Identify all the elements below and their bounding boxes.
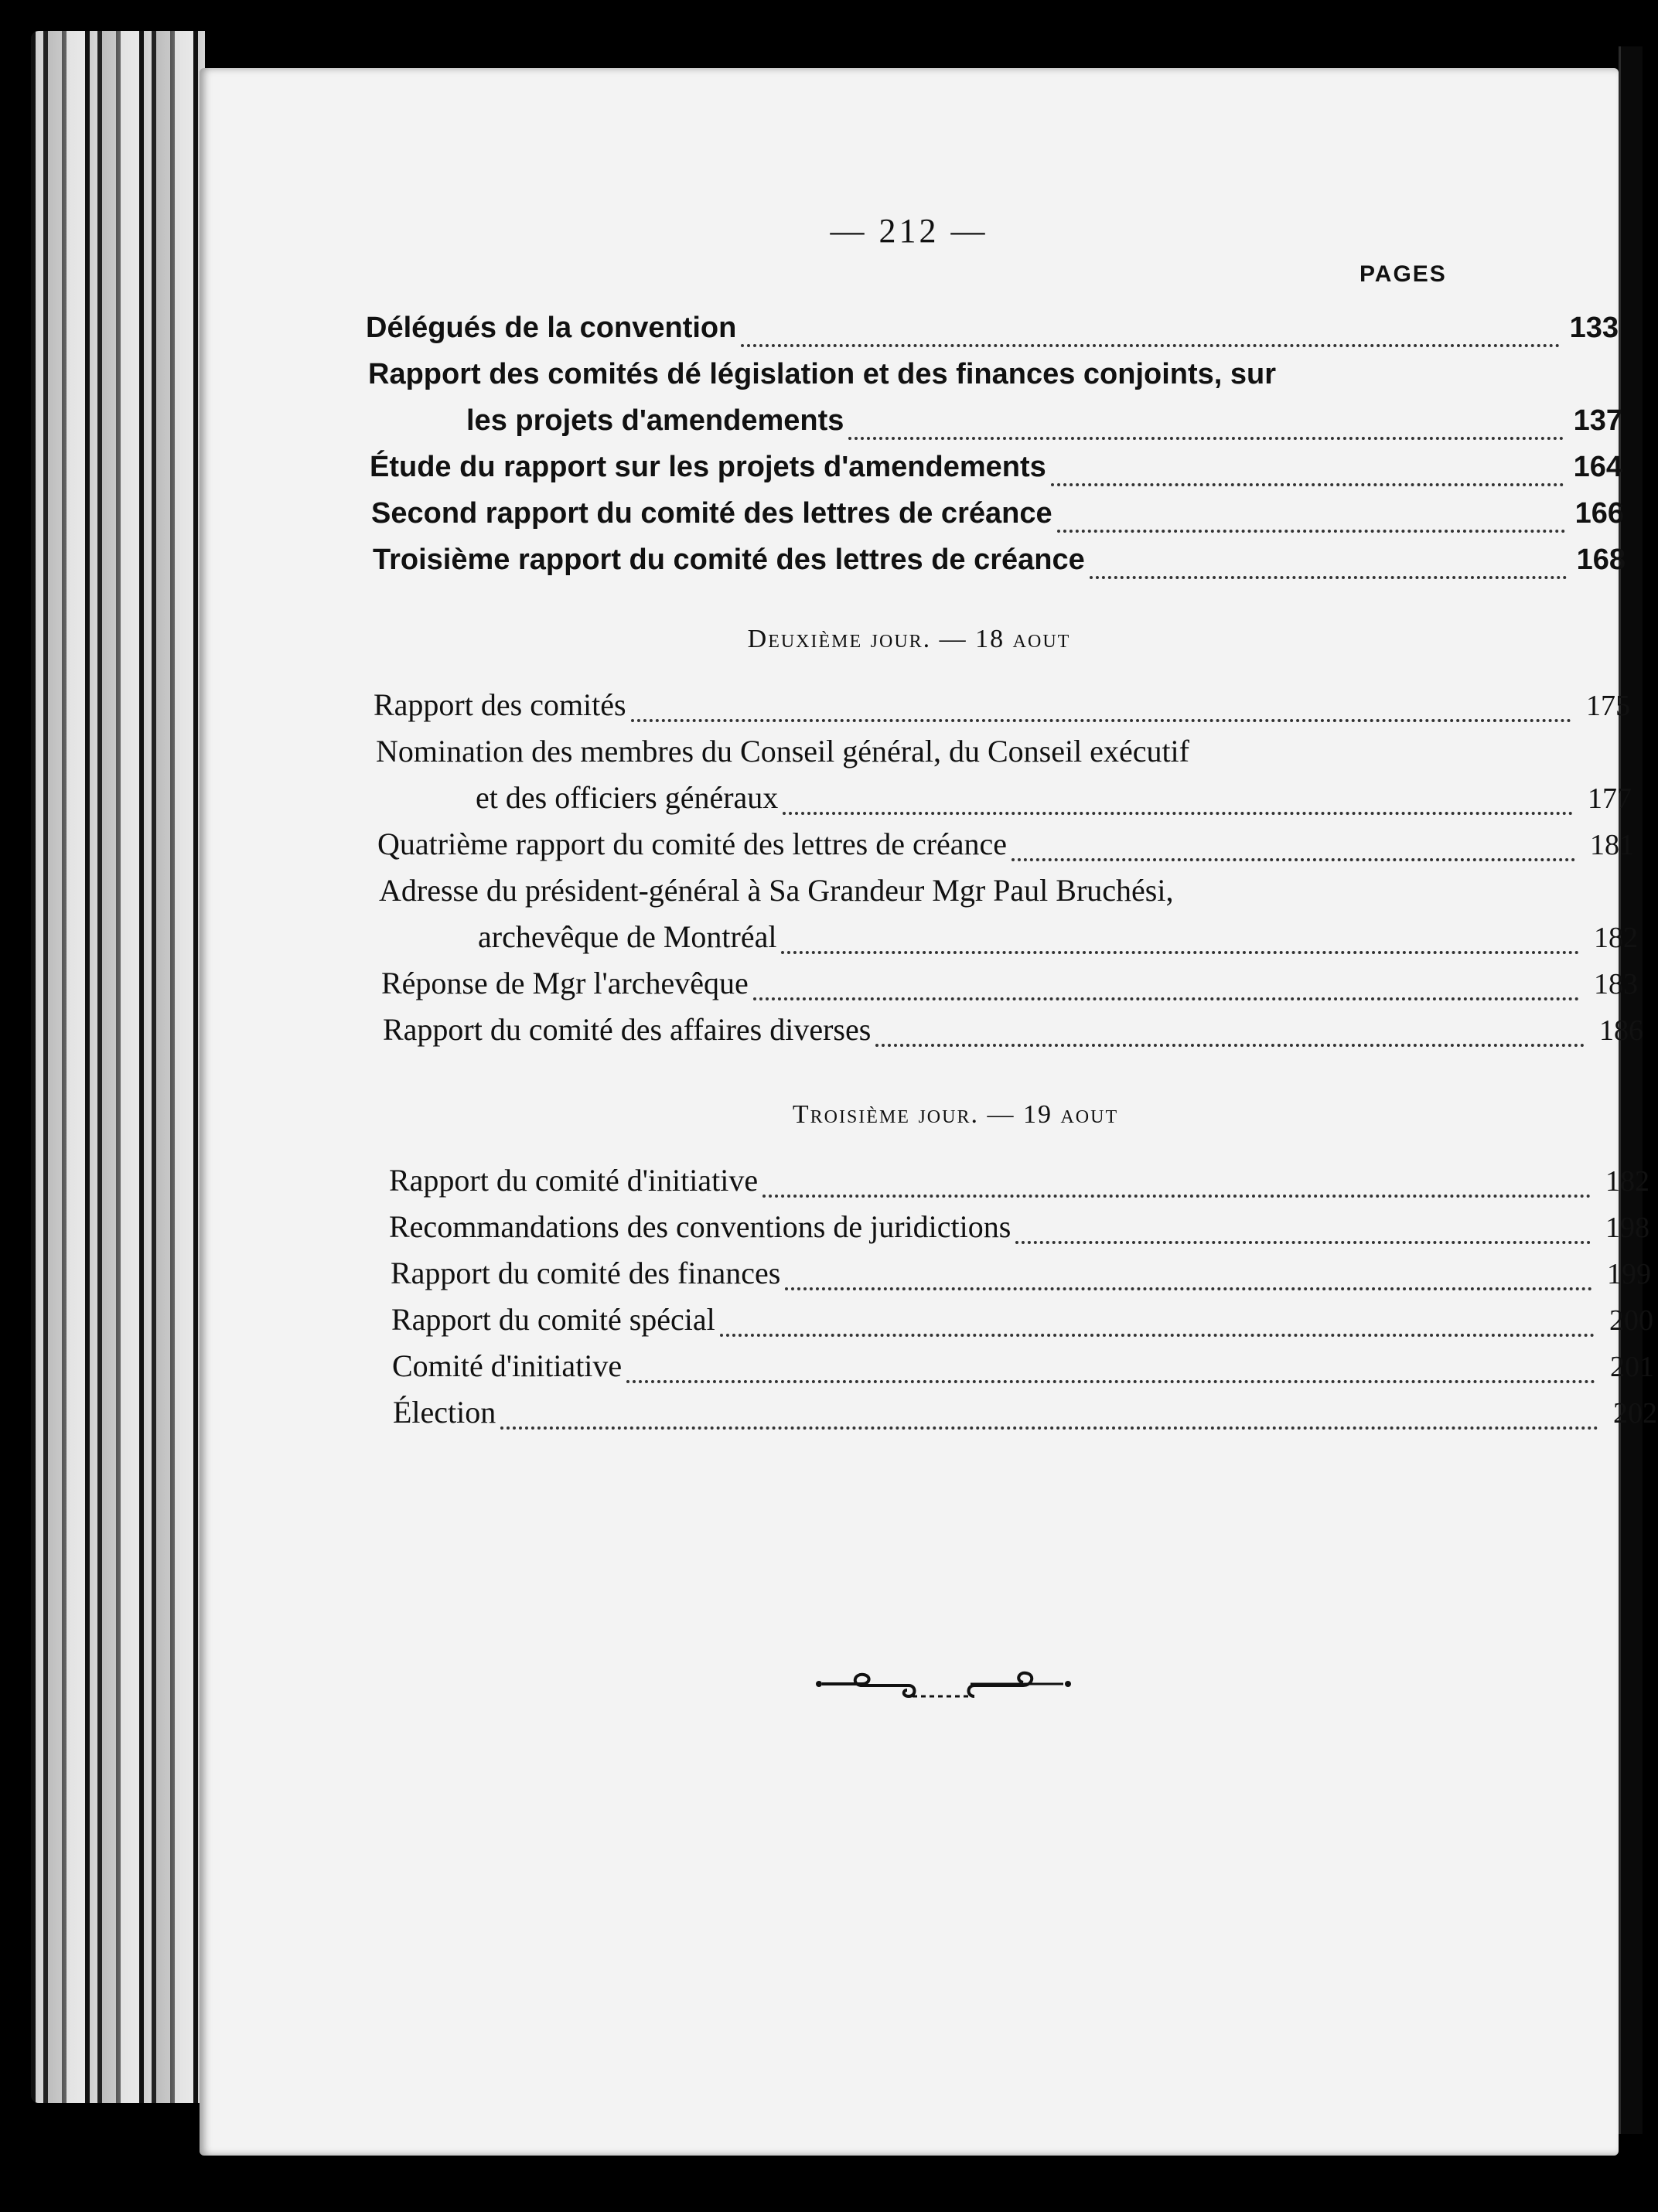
- toc-entry-title-line2: et des officiers généraux: [476, 780, 779, 815]
- toc-entry: [383, 1011, 1643, 1058]
- toc-entry: [373, 544, 1626, 590]
- leader-dots: [783, 812, 1573, 815]
- toc-entry-page: 177: [1588, 782, 1632, 815]
- scanned-page: [200, 68, 1657, 2156]
- book-spine-edge: [31, 31, 205, 2103]
- pages-column-label: PAGES: [1359, 261, 1447, 287]
- leader-dots: [626, 1380, 1595, 1383]
- toc-entry: [374, 687, 1630, 733]
- toc-entry-title: Délégués de la convention: [366, 312, 737, 344]
- leader-dots: [875, 1044, 1585, 1047]
- section-heading-day2: Deuxième jour. — 18 aout: [747, 625, 1071, 653]
- toc-entry: [389, 1208, 1649, 1255]
- toc-entry-title: Rapport du comité des affaires diverses: [383, 1012, 872, 1047]
- toc-entry-title-line1: Adresse du président-général à Sa Grandeur Mgr Paul Bruchési,: [379, 873, 1174, 908]
- right-page-edge: [1619, 46, 1643, 2134]
- toc-entry-title: Rapport du comité d'initiative: [389, 1163, 759, 1198]
- toc-entry-page: 199: [1607, 1258, 1651, 1290]
- toc-entry-page: 137: [1573, 404, 1622, 437]
- toc-entry-page: 182: [1594, 922, 1638, 954]
- leader-dots: [781, 951, 1579, 954]
- toc-entry-page: 166: [1574, 497, 1624, 530]
- toc-entry: [391, 1301, 1653, 1348]
- leader-dots: [741, 344, 1560, 347]
- toc-entry-page: 202: [1613, 1397, 1657, 1430]
- toc-entry-title: Rapport des comités: [374, 687, 626, 722]
- toc-entry-title: Recommandations des conventions de juridictions: [389, 1209, 1012, 1244]
- toc-entry-title: Étude du rapport sur les projets d'amendements: [370, 451, 1046, 483]
- toc-entry-page: 164: [1573, 451, 1622, 483]
- leader-dots: [753, 997, 1579, 1000]
- toc-entry-title: Élection: [393, 1395, 496, 1430]
- leader-dots: [500, 1426, 1598, 1430]
- toc-entry-title: Rapport du comité des finances: [391, 1256, 781, 1290]
- leader-dots: [1015, 1241, 1591, 1244]
- toc-entry-page: 200: [1609, 1304, 1653, 1337]
- toc-entry-page: 201: [1610, 1351, 1654, 1383]
- toc-entry-page: 183: [1594, 968, 1638, 1000]
- leader-dots: [1012, 858, 1575, 861]
- toc-entry: [478, 919, 1638, 965]
- toc-entry-page: 175: [1586, 690, 1630, 722]
- leader-dots: [1057, 530, 1565, 533]
- leader-dots: [1051, 483, 1564, 486]
- page-number: — 212 —: [830, 212, 988, 250]
- toc-entry-title: Comité d'initiative: [392, 1348, 623, 1383]
- toc-entry: [371, 497, 1624, 544]
- toc-entry-page: 181: [1590, 829, 1634, 861]
- toc-entry-title: Quatrième rapport du comité des lettres de créance: [377, 827, 1008, 861]
- toc-entry-page: 133: [1569, 312, 1619, 344]
- toc-entry: [377, 826, 1634, 872]
- page-content: [200, 68, 1657, 2156]
- leader-dots: [848, 437, 1564, 440]
- toc-entry-title: Rapport du comité spécial: [391, 1302, 715, 1337]
- toc-entry: [389, 1162, 1649, 1208]
- toc-entry: [391, 1255, 1651, 1301]
- toc-entry-title: Réponse de Mgr l'archevêque: [381, 966, 749, 1000]
- leader-dots: [720, 1334, 1595, 1337]
- toc-entry: [381, 965, 1638, 1011]
- leader-dots: [1090, 576, 1567, 579]
- toc-entry: [466, 404, 1622, 451]
- toc-entry-page: 182: [1605, 1165, 1649, 1198]
- leader-dots: [785, 1287, 1592, 1290]
- toc-entry-page: 198: [1605, 1212, 1649, 1244]
- toc-entry: [476, 779, 1632, 826]
- toc-entry: [370, 451, 1622, 497]
- toc-entry-title: Second rapport du comité des lettres de créance: [371, 497, 1052, 530]
- leader-dots: [762, 1195, 1591, 1198]
- toc-entry: [366, 312, 1619, 358]
- toc-entry-page: 186: [1599, 1014, 1643, 1047]
- toc-entry-page: 168: [1576, 544, 1626, 576]
- toc-entry-title-line1: Rapport des comités dé législation et des finances conjoints, sur: [368, 358, 1277, 390]
- section-heading-day3: Troisième jour. — 19 aout: [792, 1100, 1119, 1129]
- toc-entry-title-line1: Nomination des membres du Conseil général, du Conseil exécutif: [376, 734, 1189, 769]
- leader-dots: [631, 719, 1571, 722]
- toc-entry-title-line2: les projets d'amendements: [466, 404, 844, 437]
- toc-entry: [393, 1394, 1657, 1440]
- decorative-ornament-icon: [816, 1662, 1071, 1716]
- toc-entry-title-line2: archevêque de Montréal: [478, 919, 777, 954]
- toc-entry-title: Troisième rapport du comité des lettres de créance: [373, 544, 1085, 576]
- toc-entry: [392, 1348, 1654, 1394]
